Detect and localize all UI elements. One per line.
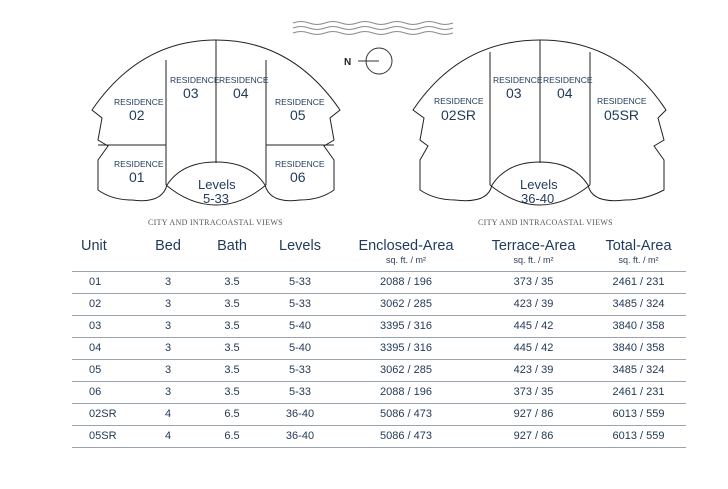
cell-bed: 3 [136, 381, 200, 403]
cell-enclosed: 3062 / 285 [336, 359, 476, 381]
table-row [72, 315, 686, 337]
cell-unit: 03 [72, 315, 136, 337]
header-terrace-area: Terrace-Area sq. ft. / m² [476, 238, 591, 271]
cell-terrace: 373 / 35 [476, 271, 591, 293]
cell-unit: 01 [72, 271, 136, 293]
cell-terrace: 927 / 86 [476, 403, 591, 425]
levels-label: Levels [198, 177, 236, 192]
cell-bed: 3 [136, 271, 200, 293]
cell-total: 2461 / 231 [591, 271, 686, 293]
levels-value: 36-40 [521, 191, 555, 206]
residence-02sr-number: 02SR [441, 107, 477, 123]
cell-terrace: 373 / 35 [476, 381, 591, 403]
cell-total: 2461 / 231 [591, 381, 686, 403]
table-row [72, 337, 686, 359]
residence-04-label: RESIDENCE [219, 75, 269, 85]
unit-specs-table [72, 238, 686, 448]
table-row [72, 381, 686, 403]
view-caption: CITY AND INTRACOASTAL VIEWS [148, 218, 283, 227]
header-bath: Bath [217, 238, 247, 254]
residence-06-label: RESIDENCE [275, 159, 325, 169]
residence-04-number: 04 [557, 85, 573, 101]
levels-value: 5-33 [203, 191, 230, 206]
cell-bath: 3.5 [200, 337, 264, 359]
cell-levels: 36-40 [264, 425, 336, 447]
residence-06-number: 06 [290, 169, 306, 185]
levels-label: Levels [520, 177, 558, 192]
header-total-area: Total-Area sq. ft. / m² [591, 238, 686, 271]
residence-02-number: 02 [129, 107, 145, 123]
cell-bath: 3.5 [200, 381, 264, 403]
cell-enclosed: 2088 / 196 [336, 381, 476, 403]
residence-03-number: 03 [183, 85, 199, 101]
cell-enclosed: 2088 / 196 [336, 271, 476, 293]
residence-05-label: RESIDENCE [275, 97, 325, 107]
floorplans-illustration [0, 0, 728, 235]
header-levels: Levels [279, 238, 321, 254]
cell-bath: 6.5 [200, 403, 264, 425]
cell-total: 6013 / 559 [591, 425, 686, 447]
residence-05-number: 05 [290, 107, 306, 123]
cell-bath: 3.5 [200, 315, 264, 337]
header-enclosed-area: Enclosed-Area sq. ft. / m² [336, 238, 476, 271]
residence-04-label: RESIDENCE [543, 75, 593, 85]
cell-levels: 5-33 [264, 359, 336, 381]
compass-label: N [344, 57, 352, 68]
cell-levels: 36-40 [264, 403, 336, 425]
cell-bed: 3 [136, 315, 200, 337]
cell-bath: 3.5 [200, 293, 264, 315]
cell-unit: 02 [72, 293, 136, 315]
cell-levels: 5-33 [264, 271, 336, 293]
residence-03-label: RESIDENCE [493, 75, 543, 85]
north-arrow-icon [344, 48, 392, 74]
cell-bath: 6.5 [200, 425, 264, 447]
cell-levels: 5-33 [264, 381, 336, 403]
cell-terrace: 423 / 39 [476, 359, 591, 381]
residence-05sr-number: 05SR [604, 107, 640, 123]
residence-03-number: 03 [506, 85, 522, 101]
cell-bed: 3 [136, 293, 200, 315]
header-total-units: sq. ft. / m² [618, 255, 659, 265]
residence-01-number: 01 [129, 169, 145, 185]
header-bed: Bed [155, 238, 181, 254]
header-terrace-units: sq. ft. / m² [513, 255, 554, 265]
cell-terrace: 445 / 42 [476, 337, 591, 359]
cell-total: 6013 / 559 [591, 403, 686, 425]
table-row [72, 293, 686, 315]
residence-04-number: 04 [233, 85, 249, 101]
residence-02-label: RESIDENCE [114, 97, 164, 107]
cell-terrace: 423 / 39 [476, 293, 591, 315]
cell-total: 3840 / 358 [591, 315, 686, 337]
cell-terrace: 445 / 42 [476, 315, 591, 337]
cell-enclosed: 5086 / 473 [336, 425, 476, 447]
cell-total: 3485 / 324 [591, 293, 686, 315]
cell-bath: 3.5 [200, 271, 264, 293]
cell-unit: 05SR [72, 425, 136, 447]
table-row [72, 403, 686, 425]
cell-unit: 04 [72, 337, 136, 359]
table-row [72, 359, 686, 381]
cell-enclosed: 3395 / 316 [336, 315, 476, 337]
water-waves-icon [293, 22, 453, 35]
residence-03-label: RESIDENCE [170, 75, 220, 85]
table-header-row [72, 238, 686, 271]
cell-total: 3840 / 358 [591, 337, 686, 359]
cell-enclosed: 3395 / 316 [336, 337, 476, 359]
table-row [72, 425, 686, 447]
cell-unit: 05 [72, 359, 136, 381]
cell-unit: 02SR [72, 403, 136, 425]
cell-terrace: 927 / 86 [476, 425, 591, 447]
cell-unit: 06 [72, 381, 136, 403]
header-unit: Unit [81, 238, 107, 254]
cell-levels: 5-40 [264, 337, 336, 359]
cell-enclosed: 3062 / 285 [336, 293, 476, 315]
residence-02sr-label: RESIDENCE [434, 96, 484, 106]
cell-bed: 3 [136, 359, 200, 381]
cell-bed: 4 [136, 425, 200, 447]
residence-05sr-label: RESIDENCE [597, 96, 647, 106]
cell-enclosed: 5086 / 473 [336, 403, 476, 425]
view-caption: CITY AND INTRACOASTAL VIEWS [478, 218, 613, 227]
table-row [72, 271, 686, 293]
cell-bed: 3 [136, 337, 200, 359]
cell-levels: 5-40 [264, 315, 336, 337]
header-enclosed-units: sq. ft. / m² [385, 255, 426, 265]
cell-total: 3485 / 324 [591, 359, 686, 381]
cell-bed: 4 [136, 403, 200, 425]
residence-01-label: RESIDENCE [114, 159, 164, 169]
cell-bath: 3.5 [200, 359, 264, 381]
cell-levels: 5-33 [264, 293, 336, 315]
